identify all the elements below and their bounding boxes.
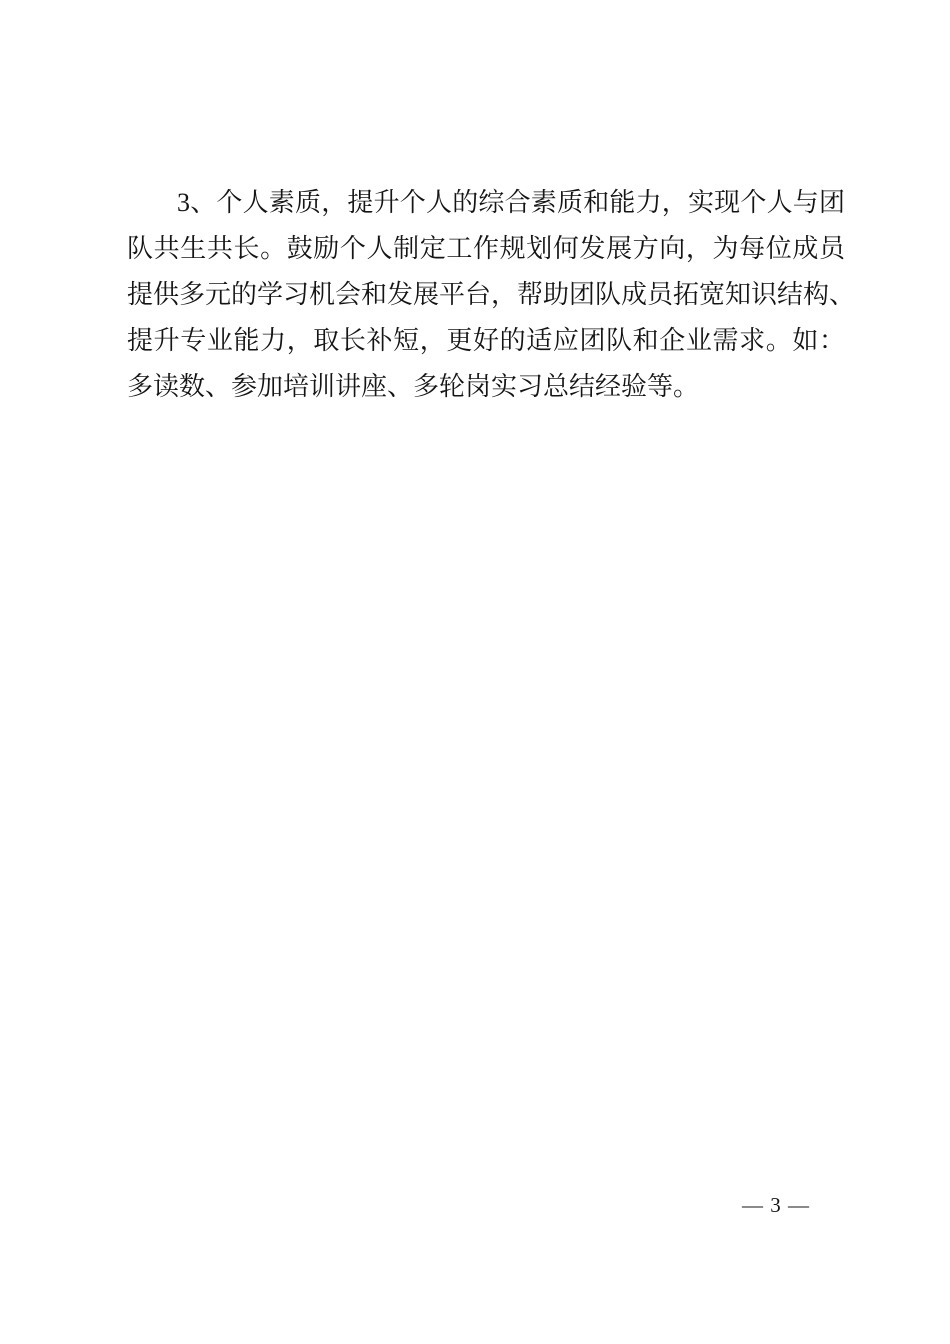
paragraph-line-1: 3、个人素质，提升个人的综合素质和能力，实现个人与团	[177, 188, 845, 217]
paragraph-line-5: 多读数、参加培训讲座、多轮岗实习总结经验等。	[127, 372, 700, 401]
paragraph-line-4: 提升专业能力，取长补短，更好的适应团队和企业需求。如：	[127, 326, 845, 355]
paragraph-block	[127, 180, 856, 410]
page-number: — 3 —	[742, 1193, 810, 1217]
paragraph-line-3: 提供多元的学习机会和发展平台，帮助团队成员拓宽知识结构、	[127, 280, 856, 309]
paragraph-line-2: 队共生共长。鼓励个人制定工作规划何发展方向，为每位成员	[127, 234, 845, 263]
